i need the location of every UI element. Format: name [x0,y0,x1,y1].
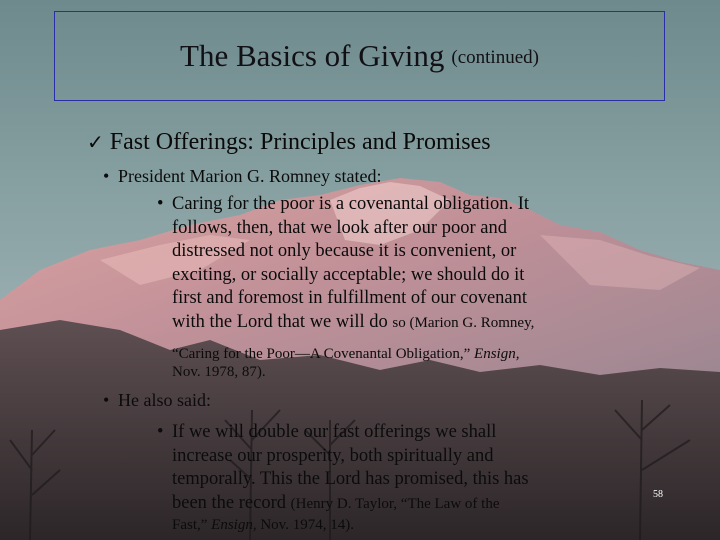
citation-start: so (Marion G. Romney, [392,314,535,331]
citation-text: “Caring for the Poor—A Covenantal Obligation,” [172,346,471,362]
heading-text: Fast Offerings: Principles and Promises [109,129,491,155]
slide-title-suffix: (continued) [451,47,539,68]
quote-line: exciting, or socially acceptable; we should do it [172,264,525,285]
title-box [54,11,665,101]
quote-line: distressed not only because it is convenient, or [172,241,517,262]
citation-date: Nov. 1974, 14). [260,517,354,533]
bullet-icon: • [157,194,164,214]
bullet-also-said [103,390,211,411]
bullet-icon: • [103,166,110,186]
quote-line: increase our prosperity, both spiritually and [172,445,494,466]
citation-romney [172,345,519,381]
bullet-icon: • [103,390,110,410]
bullet-icon: • [157,422,164,442]
quote-line: with the Lord that we will do [172,311,388,332]
page-number: 58 [653,489,663,500]
quote-line: Caring for the poor is a covenantal obligation. It [172,194,530,214]
citation-start: (Henry D. Taylor, “The Law of the [290,495,500,512]
bullet-text: President Marion G. Romney stated: [118,166,382,186]
citation-source: Ensign, [211,517,257,533]
checkmark-icon: ✓ [87,130,104,154]
bullet-romney-intro [103,166,382,187]
quote-line: been the record [172,492,287,513]
citation-taylor [172,516,354,534]
section-heading [87,129,491,156]
quote-line: temporally. This the Lord has promised, this has [172,469,529,490]
bullet-romney-quote [157,193,672,336]
citation-source: Ensign, [474,346,520,362]
quote-line: first and foremost in fulfillment of our covenant [172,288,528,309]
citation-date: Nov. 1978, 87). [172,364,266,380]
quote-line: If we will double our fast offerings we shall [172,422,497,442]
quote-line: follows, then, that we look after our poor and [172,217,507,238]
bullet-text: He also said: [118,390,211,410]
slide-title: The Basics of Giving [180,38,445,73]
bullet-taylor-quote [157,421,672,516]
citation-text: Fast,” [172,517,208,533]
